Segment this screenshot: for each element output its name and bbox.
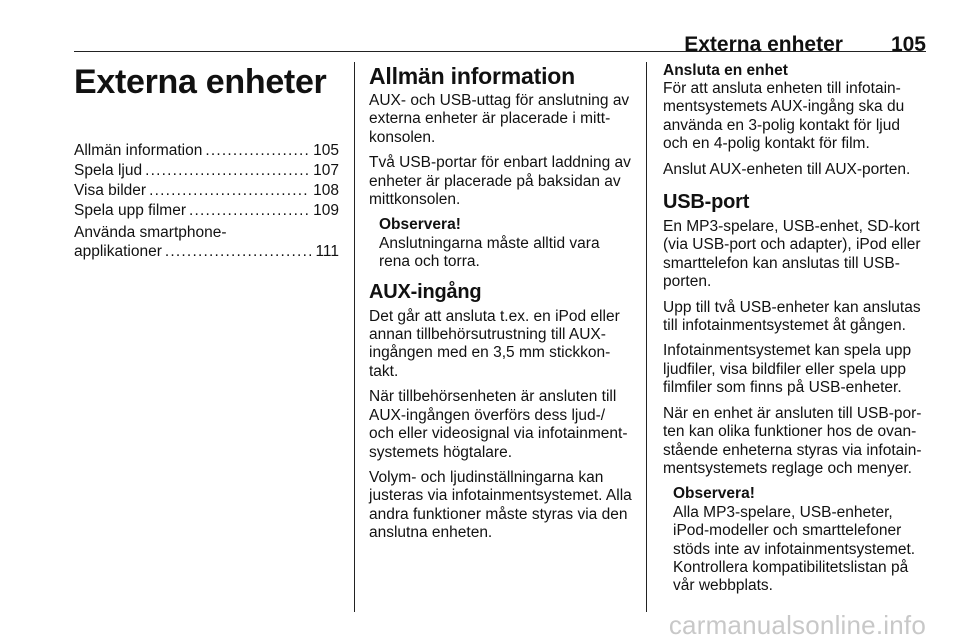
toc-entry-text-line1: Använda smartphone- — [74, 224, 227, 242]
section-heading-aux: AUX-ingång — [369, 280, 482, 303]
table-of-contents — [74, 142, 339, 261]
toc-entry[interactable] — [74, 182, 339, 200]
section-heading-usb: USB-port — [663, 191, 750, 214]
paragraph: När tillbehörsenheten är ansluten till AUX-ingången överförs dess ljud-/ och eller videosignal via infotainment-systemets högtalare. — [369, 388, 628, 461]
note-label: Observera! — [379, 216, 461, 234]
note-box — [663, 485, 927, 595]
paragraph: Infotainmentsystemet kan spela upp ljudfiler, visa bildfiler eller spela upp filmfiler som finns på USB-enheter. — [663, 342, 912, 397]
toc-entry-multiline[interactable] — [74, 224, 339, 261]
column-2 — [369, 62, 633, 550]
chapter-title: Externa enheter — [74, 63, 327, 101]
paragraph: Volym- och ljudinställningarna kan justeras via infotainmentsystemet. Alla andra funktioner måste styras via den anslutna enheten. — [369, 468, 632, 542]
paragraph: Två USB-portar för enbart laddning av enheter är placerade på baksidan av mittkonsolen. — [369, 154, 631, 209]
toc-entry[interactable] — [74, 202, 339, 220]
paragraph: Upp till två USB-enheter kan anslutas till infotainmentsystemet åt gången. — [663, 298, 921, 335]
paragraph: När en enhet är ansluten till USB-por-ten kan olika funktioner hos de ovan-stående enheterna styras via infotain-mentsystemets reglage och menyer. — [663, 404, 922, 477]
paragraph: Det går att ansluta t.ex. en iPod eller annan tillbehörsutrustning till AUX-ingången med en 3,5 mm stickkon-takt. — [369, 307, 620, 380]
watermark: carmanualsonline.info — [668, 610, 926, 640]
page-number: 105 — [890, 33, 926, 56]
note-text: Alla MP3-spelare, USB-enheter, iPod-modeller och smarttelefoner stöds inte av infotainmentsystemet. Kontrollera kompatibilitetslistan på vår webbplats. — [673, 503, 916, 595]
column-divider-1 — [354, 62, 355, 612]
subheading-connect-device: Ansluta en enhet — [663, 62, 788, 79]
toc-entry-text-line2: applikationer — [74, 242, 162, 260]
header-rule — [74, 51, 926, 52]
toc-entry-text: Visa bilder — [74, 181, 147, 199]
running-header — [74, 27, 926, 57]
toc-leader-dots — [165, 243, 313, 261]
column-3 — [663, 62, 927, 604]
toc-leader-dots — [145, 162, 310, 180]
toc-entry-text: Allmän information — [74, 142, 203, 159]
note-box — [369, 216, 633, 271]
column-1 — [74, 62, 339, 262]
paragraph: Anslut AUX-enheten till AUX-porten. — [663, 160, 911, 178]
toc-entry[interactable] — [74, 162, 339, 180]
toc-leader-dots — [189, 202, 310, 220]
toc-entry[interactable] — [74, 142, 339, 160]
note-label: Observera! — [673, 485, 755, 503]
toc-entry-page: 109 — [313, 201, 339, 219]
toc-leader-dots — [149, 182, 310, 200]
toc-entry-page: 111 — [315, 242, 339, 260]
note-text: Anslutningarna måste alltid vara rena och torra. — [379, 234, 600, 271]
toc-entry-text: Spela upp filmer — [74, 201, 187, 219]
toc-entry-page: 105 — [313, 142, 339, 159]
column-divider-2 — [646, 62, 647, 612]
toc-entry-page: 107 — [313, 161, 339, 179]
toc-entry-page: 108 — [313, 181, 339, 199]
toc-leader-dots — [205, 142, 310, 160]
paragraph: AUX- och USB-uttag för anslutning av externa enheter är placerade i mitt-konsolen. — [369, 92, 630, 146]
section-heading-general: Allmän information — [369, 63, 575, 89]
running-header-title: Externa enheter — [684, 33, 843, 56]
paragraph: En MP3-spelare, USB-enhet, SD-kort (via USB-port och adapter), iPod eller smarttelefon kan anslutas till USB-porten. — [663, 218, 921, 291]
toc-entry-text: Spela ljud — [74, 161, 143, 179]
paragraph: För att ansluta enheten till infotain-mentsystemets AUX-ingång ska du använda en 3-polig kontakt för ljud och en 4-polig kontakt för film. — [663, 80, 905, 153]
